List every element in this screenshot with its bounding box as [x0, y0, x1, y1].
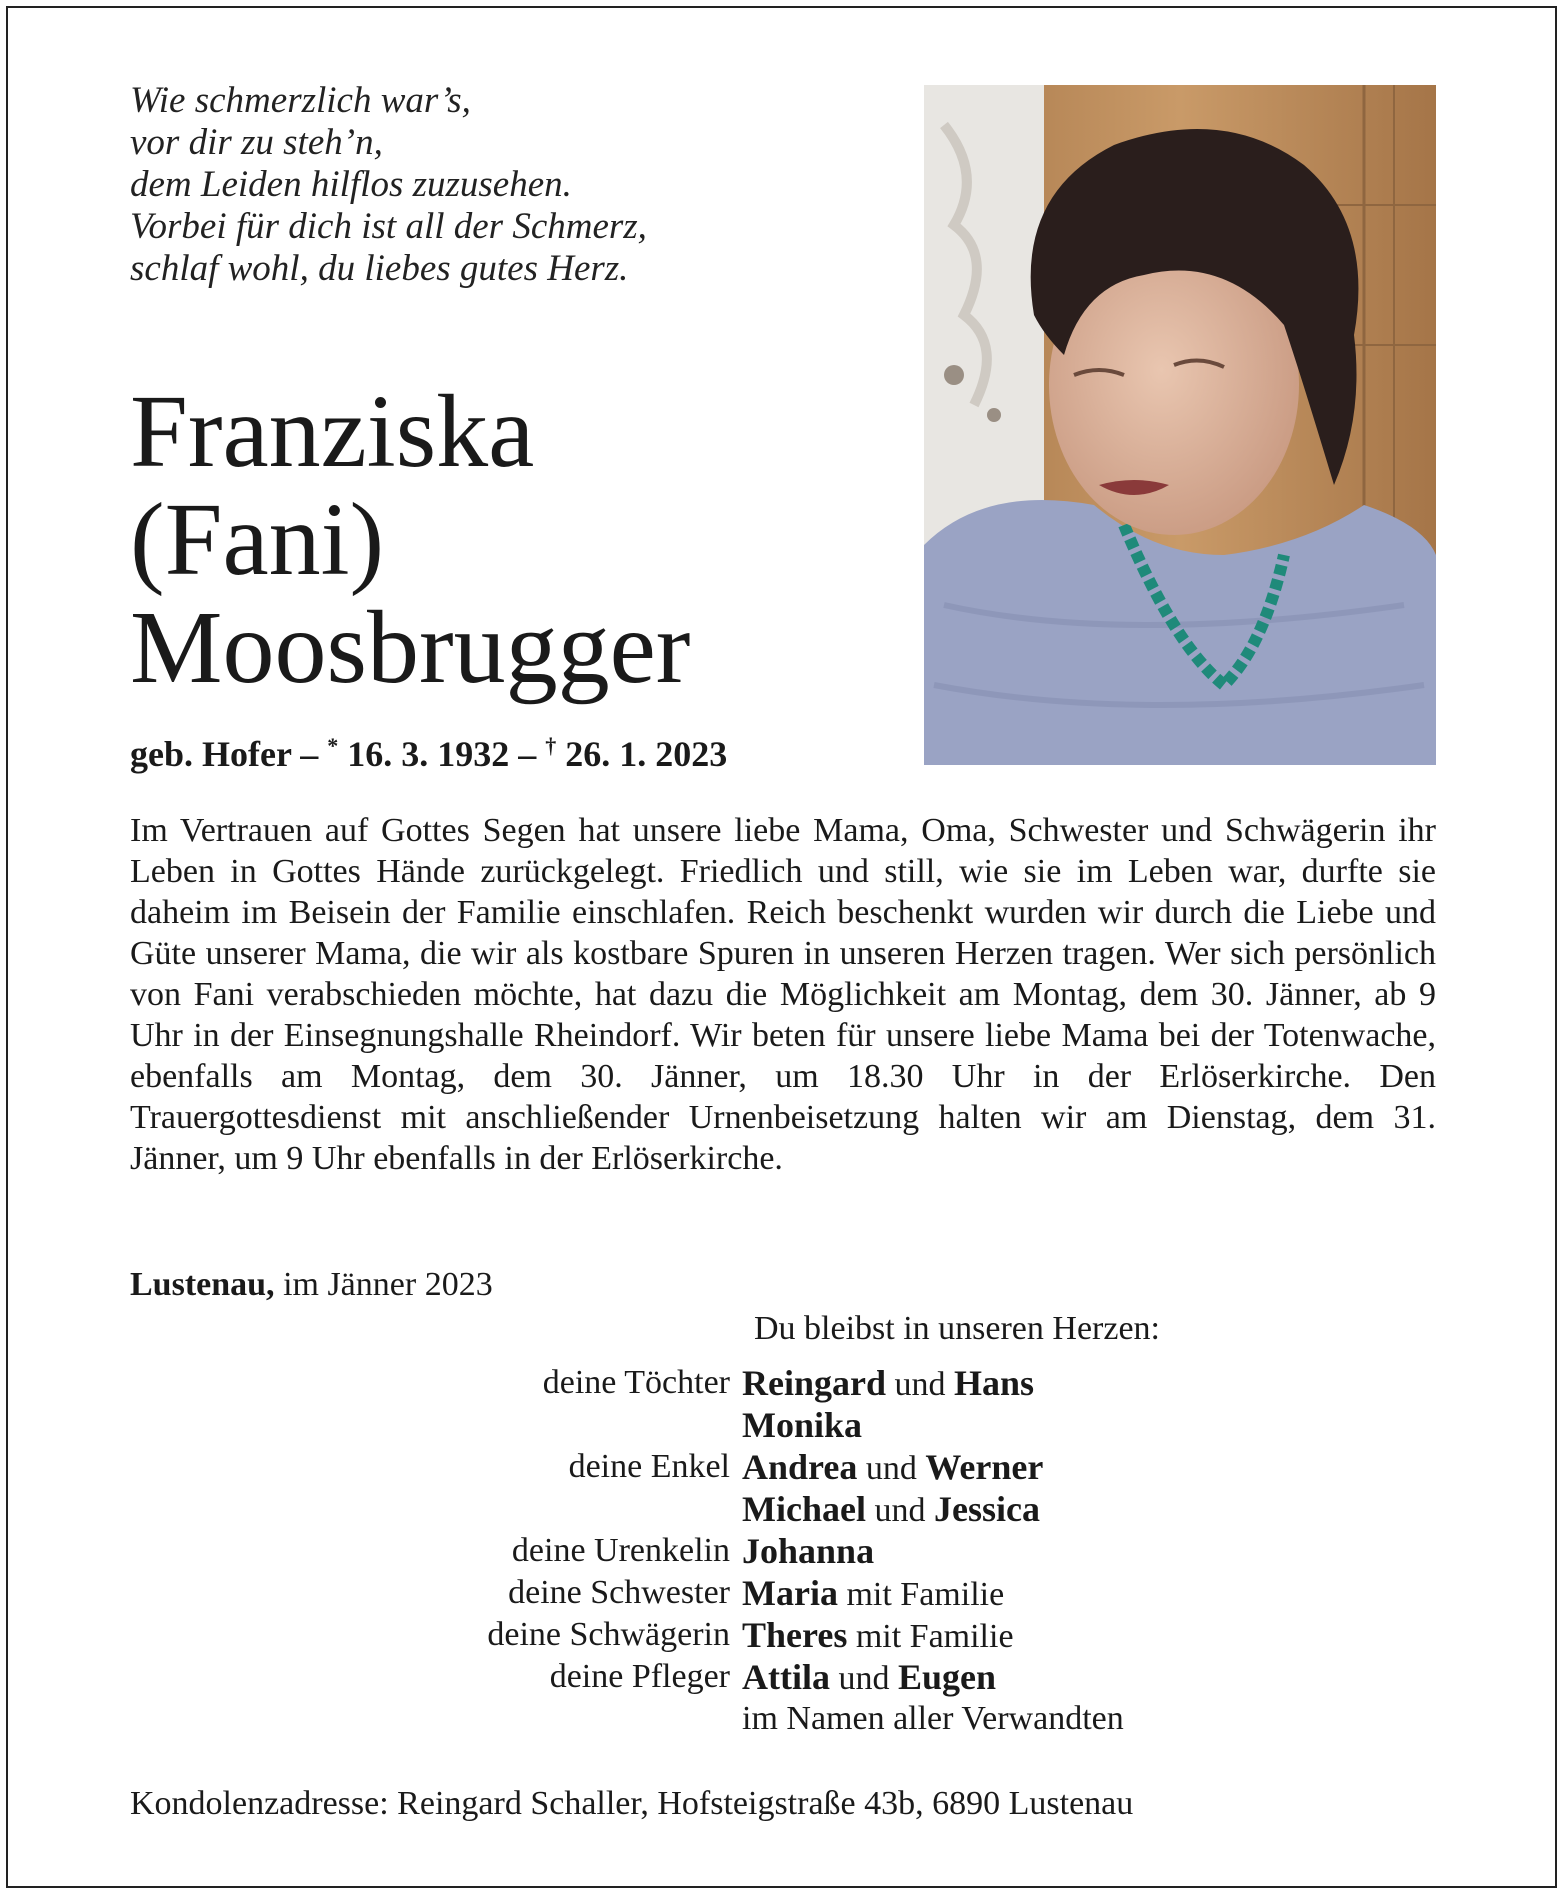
- mourner-name: Michael: [742, 1489, 866, 1529]
- mourner-names: [742, 1530, 874, 1572]
- mourners-list: [130, 1362, 1436, 1740]
- separator: –: [509, 734, 546, 774]
- mourner-names: [742, 1446, 1043, 1488]
- nickname: (Fani): [130, 482, 385, 597]
- connector-text: mit Familie: [837, 1576, 1005, 1613]
- relation-label: deine Schwägerin: [487, 1616, 730, 1653]
- death-symbol: †: [545, 733, 557, 758]
- mourner-name: Jessica: [933, 1489, 1040, 1529]
- mourner-row: [130, 1446, 1436, 1488]
- mourner-name: Monika: [742, 1405, 863, 1445]
- mourner-name: Werner: [925, 1447, 1044, 1487]
- mourner-name: Attila: [742, 1657, 830, 1697]
- relation-label: [130, 1698, 742, 1740]
- poem-line: vor dir zu steh’n,: [130, 122, 383, 163]
- mourner-row: [130, 1698, 1436, 1740]
- poem-line: Vorbei für dich ist all der Schmerz,: [130, 206, 647, 247]
- mourner-row: [130, 1362, 1436, 1404]
- connector-text: und: [857, 1450, 926, 1487]
- mourner-names: [742, 1488, 1040, 1530]
- mourner-names: [742, 1614, 1014, 1656]
- mourner-name: Maria: [742, 1573, 838, 1613]
- portrait-photo: [924, 85, 1436, 765]
- relation-label: deine Pfleger: [549, 1658, 730, 1695]
- connector-text: und: [886, 1366, 954, 1403]
- last-name: Moosbrugger: [130, 590, 691, 705]
- obituary-text: Im Vertrauen auf Gottes Segen hat unsere liebe Mama, Oma, Schwester und Schwägerin ihr Leben in Gottes Hände zurückgelegt. Friedlich und still, wie sie im Leben war, durfte sie daheim im Beisein der Familie einschlafen. Reich beschenkt wurden wir durch die Liebe und Güte unserer Mama, die wir als kostbare Spuren in unseren Herzen tragen. Wer sich persönlich von Fani verabschieden möchte, hat dazu die Möglichkeit am Montag, dem 30. Jänner, ab 9 Uhr in der Einsegnungshalle Rheindorf. Wir beten für unsere liebe Mama bei der Totenwache, ebenfalls am Montag, dem 30. Jänner, um 18.30 Uhr in der Erlöserkirche. Den Trauergottesdienst mit anschließender Urnenbeisetzung halten wir am Dienstag, dem 31. Jänner, um 9 Uhr ebenfalls in der Erlöserkirche.: [130, 812, 1436, 1177]
- mourner-names: [742, 1698, 1124, 1740]
- mourner-row: [130, 1572, 1436, 1614]
- first-name: Franziska: [130, 374, 535, 489]
- connector-text: und: [829, 1660, 898, 1697]
- town: Lustenau,: [130, 1266, 275, 1303]
- birth-date: 16. 3. 1932: [338, 734, 510, 774]
- mourner-row: [130, 1656, 1436, 1698]
- poem-line: Wie schmerzlich war’s,: [130, 80, 471, 121]
- mourner-names: [742, 1572, 1004, 1614]
- mourner-name: Eugen: [897, 1657, 997, 1697]
- condolence-address: Kondolenzadresse: Reingard Schaller, Hofsteigstraße 43b, 6890 Lustenau: [130, 1785, 1134, 1822]
- relation-label: deine Enkel: [568, 1448, 730, 1485]
- mourner-name: Andrea: [742, 1447, 858, 1487]
- relation-label: deine Töchter: [542, 1364, 730, 1401]
- connector-text: und: [865, 1492, 934, 1529]
- relation-label: deine Urenkelin: [511, 1532, 730, 1569]
- separator: –: [291, 734, 328, 774]
- maiden-name: geb. Hofer: [130, 734, 292, 774]
- mourner-row: [130, 1404, 1436, 1446]
- relation-label: deine Schwester: [508, 1574, 730, 1611]
- mourner-row: [130, 1614, 1436, 1656]
- mourner-names: [742, 1404, 862, 1446]
- mourner-names: [742, 1656, 996, 1698]
- mourner-name: Theres: [742, 1615, 848, 1655]
- poem-line: dem Leiden hilflos zuzusehen.: [130, 164, 572, 205]
- portrait-illustration: [924, 85, 1436, 765]
- life-dates: [130, 733, 727, 775]
- relation-label: [130, 1488, 742, 1530]
- place-date: [130, 1266, 493, 1304]
- mourner-name: Reingard: [742, 1363, 886, 1403]
- mourner-name: Johanna: [742, 1531, 875, 1571]
- mourner-names: [742, 1362, 1034, 1404]
- mourner-row: [130, 1488, 1436, 1530]
- heart-line: Du bleibst in unseren Herzen:: [754, 1310, 1160, 1347]
- mourner-row: [130, 1530, 1436, 1572]
- poem-line: schlaf wohl, du liebes gutes Herz.: [130, 248, 629, 289]
- relation-label: [130, 1404, 742, 1446]
- death-date: 26. 1. 2023: [556, 734, 728, 774]
- window-curtain: [924, 85, 1044, 545]
- mourner-name: Hans: [954, 1363, 1035, 1403]
- deceased-name: [130, 374, 910, 705]
- connector-text: im Namen aller Verwandten: [742, 1700, 1124, 1737]
- date: im Jänner 2023: [274, 1266, 493, 1303]
- birth-symbol: *: [327, 733, 339, 758]
- memorial-poem: [130, 80, 890, 290]
- connector-text: mit Familie: [847, 1618, 1014, 1655]
